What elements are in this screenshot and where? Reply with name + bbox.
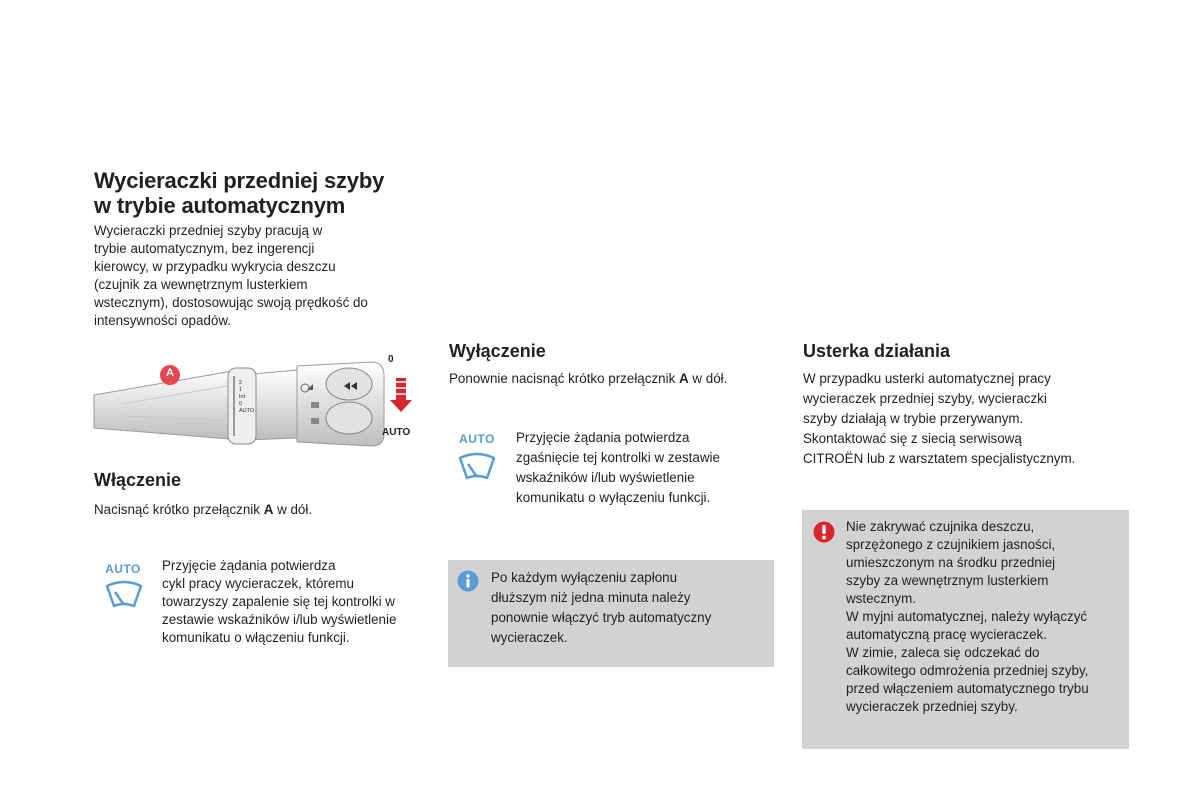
warning-line: całkowitego odmrożenia przedniej szyby, [846,663,1089,678]
warning-box [802,510,1129,749]
heading-wylaczenie: Wyłączenie [449,341,546,361]
info-line: wycieraczek. [491,630,568,645]
heading-usterka: Usterka działania [803,341,951,361]
page-title [94,168,434,218]
warning-line: przed włączeniem automatycznego trybu [846,681,1089,696]
wylaczenie-text-start: Ponownie nacisnąć krótko przełącznik [449,371,679,386]
auto-indicator-label: AUTO [105,562,141,576]
switch-a-ref: A [263,502,274,517]
callout-a-letter: A [166,367,174,379]
wylaczenie-text-end: w dół. [688,371,728,386]
scale-mark: 2 [239,380,243,386]
usterka-paragraph [803,369,1133,469]
info-line: ponownie włączyć tryb automatyczny [491,610,712,625]
scale-mark: 0 [239,401,243,407]
note-line: Przyjęcie żądania potwierdza [162,558,336,573]
intro-paragraph [94,222,424,330]
position-auto-label: AUTO [382,427,411,438]
wlaczenie-text-start: Nacisnąć krótko przełącznik [94,502,264,517]
scale-mark: AUTO [239,408,255,414]
note-line: komunikatu o wyłączeniu funkcji. [516,490,711,505]
warning-line: W myjni automatycznej, należy wyłączyć [846,609,1088,624]
info-icon [457,570,479,597]
intro-line: intensywności opadów. [94,313,231,328]
wylaczenie-instruction [449,370,727,388]
note-line: komunikatu o włączeniu funkcji. [162,630,350,645]
wlaczenie-note [162,557,432,647]
windscreen-wiper-icon [104,578,144,615]
windscreen-wiper-icon [457,450,497,487]
note-line: zgaśnięcie tej kontrolki w zestawie [516,450,720,465]
usterka-line: CITROËN lub z warsztatem specjalistycznym. [803,451,1076,466]
title-line-1: Wycieraczki przedniej szyby [94,168,385,193]
warning-line: sprzężonego z czujnikiem jasności, [846,537,1056,552]
scale-mark: 1 [239,387,243,393]
scale-mark: Int [239,394,246,400]
heading-wlaczenie: Włączenie [94,470,182,490]
usterka-line: szyby działają w trybie przerywanym. [803,411,1024,426]
wlaczenie-text-end: w dół. [273,502,313,517]
note-line: cykl pracy wycieraczek, któremu [162,576,354,591]
intro-line: Wycieraczki przedniej szyby pracują w [94,223,323,238]
usterka-line: wycieraczek przedniej szyby, wycieraczki [803,391,1047,406]
auto-indicator-label: AUTO [459,432,495,446]
exclamation-icon [813,521,835,548]
info-line: dłuższym niż jedna minuta należy [491,590,691,605]
warning-line: wstecznym. [846,591,916,606]
warning-line: wycieraczek przedniej szyby. [846,699,1018,714]
intro-line: kierowcy, w przypadku wykrycia deszczu [94,259,336,274]
warning-text [846,518,1126,716]
note-line: wskaźników i/lub wyświetlenie [516,470,695,485]
wylaczenie-note [516,428,776,508]
warning-line: W zimie, zaleca się odczekać do [846,645,1040,660]
info-box [448,560,774,667]
position-zero-label: 0 [388,354,394,365]
intro-line: wstecznym), dostosowując swoją prędkość do [94,295,368,310]
switch-a-ref: A [679,371,689,386]
warning-line: szyby za wewnętrznym lusterkiem [846,573,1049,588]
warning-line: automatyczną pracę wycieraczek. [846,627,1047,642]
stalk-scale [239,380,259,415]
warning-line: Nie zakrywać czujnika deszczu, [846,519,1035,534]
wiper-stalk-illustration [92,350,422,460]
usterka-line: Skontaktować się z siecią serwisową [803,431,1022,446]
info-line: Po każdym wyłączeniu zapłonu [491,570,678,585]
note-line: towarzyszy zapalenie się tej kontrolki w [162,594,395,609]
warning-line: umieszczonym na środku przedniej [846,555,1056,570]
note-line: zestawie wskaźników i/lub wyświetlenie [162,612,397,627]
usterka-line: W przypadku usterki automatycznej pracy [803,371,1051,386]
wlaczenie-instruction [94,501,312,519]
intro-line: (czujnik za wewnętrznym lusterkiem [94,277,308,292]
info-text [491,568,771,648]
title-line-2: w trybie automatycznym [94,193,346,218]
note-line: Przyjęcie żądania potwierdza [516,430,690,445]
intro-line: trybie automatycznym, bez ingerencji [94,241,315,256]
